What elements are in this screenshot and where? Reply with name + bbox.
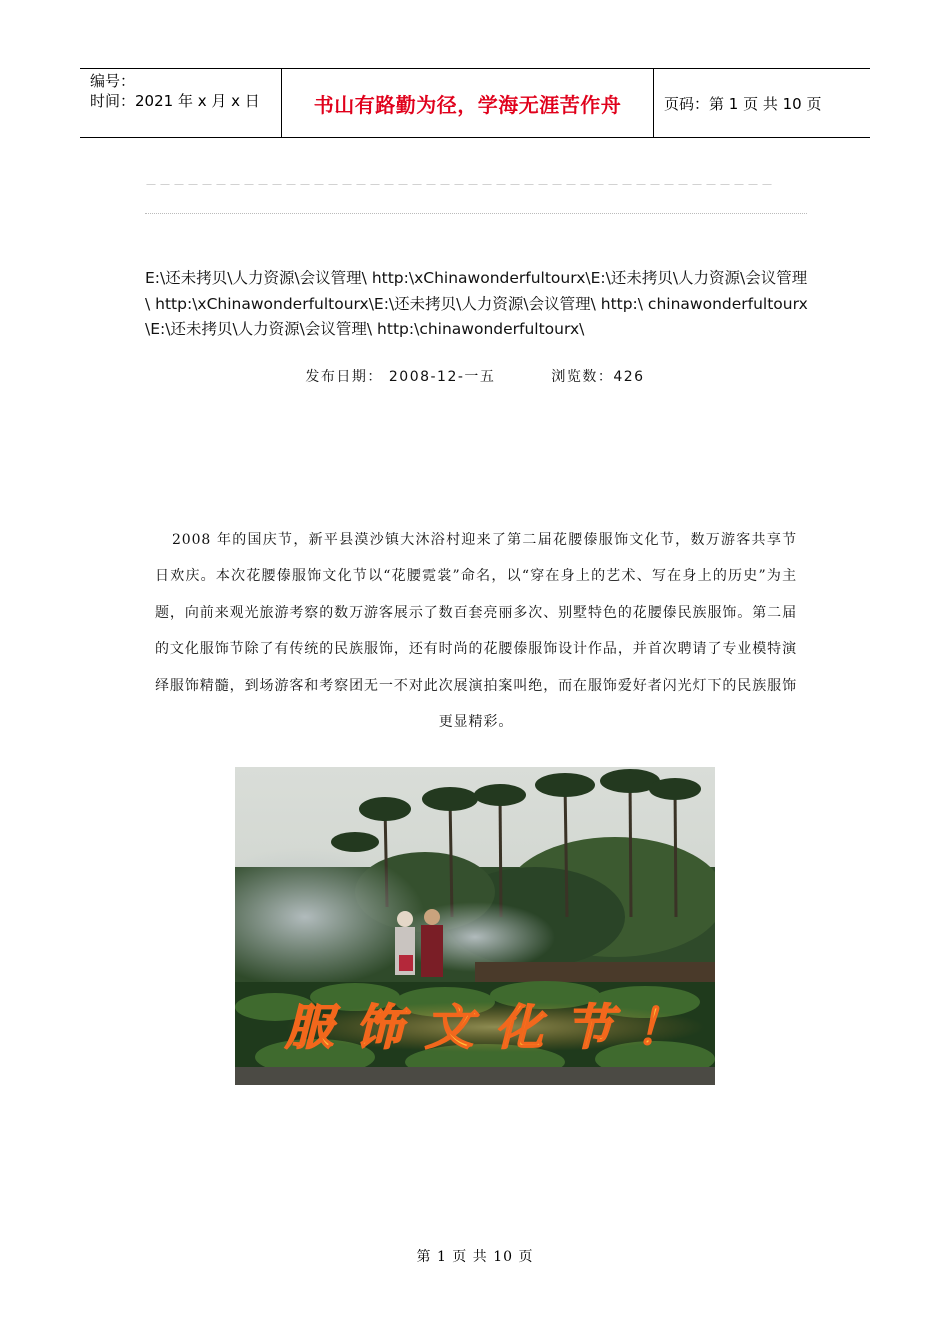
publish-date-value: 2008-12-一五 (388, 369, 496, 385)
file-path-text: E:\还未拷贝\人力资源\会议管理\ http:\xChinawonderfultourx\E:\还未拷贝\人力资源\会议管理\ http:\xChinawonderfultourx\E:\还未拷贝\人力资源\会议管理\ http:\ chinawonderfultourx\E:\还未拷贝\人力资源\会议管理\ http:\chinawonderfultourx\ (145, 269, 808, 338)
page-footer: 第 1 页 共 10 页 (416, 1249, 534, 1265)
dashed-separator: －－－－－－－－－－－－－－－－－－－－－－－－－－－－－－－－－－－－－－－－－－－－－ (145, 178, 776, 186)
article-paragraph-text: 2008 年的国庆节，新平县漠沙镇大沐浴村迎来了第二届花腰傣服饰文化节，数万游客共享节日欢庆。本次花腰傣服饰文化节以“花腰霓裳”命名，以“穿在身上的艺术、写在身上的历史”为主题，向前来观光旅游考察的数万游客展示了数百套亮丽多次、别墅特色的花腰傣民族服饰。第二届的文化服饰节除了有传统的民族服饰，还有时尚的花腰傣服饰设计作品，并首次聘请了专业模特演绎服饰精髓，到场游客和考察团无一不对此次展演拍案叫绝，而在服饰爱好者闪光灯下的民族服饰更显精彩。 (155, 532, 797, 731)
publish-meta (0, 366, 950, 386)
festival-sign-text: 服饰文化节！ (284, 1000, 706, 1056)
time-label: 时间：2021 年 x 月 x 日 (90, 92, 260, 110)
page-info: 页码：第 1 页 共 10 页 (664, 94, 822, 113)
festival-photo (235, 767, 715, 1085)
views-label: 浏览数： (551, 369, 614, 385)
views-value: 426 (613, 369, 645, 385)
motto-text: 书山有路勤为径，学海无涯苦作舟 (313, 92, 622, 117)
dotted-separator (145, 213, 807, 214)
header-motto-cell (281, 69, 654, 137)
header-left-cell (80, 69, 281, 137)
publish-date-label: 发布日期： (305, 369, 383, 385)
header-page-cell (654, 69, 870, 137)
article-paragraph (155, 522, 797, 740)
code-label: 编号： (90, 72, 136, 90)
document-header (80, 68, 870, 138)
